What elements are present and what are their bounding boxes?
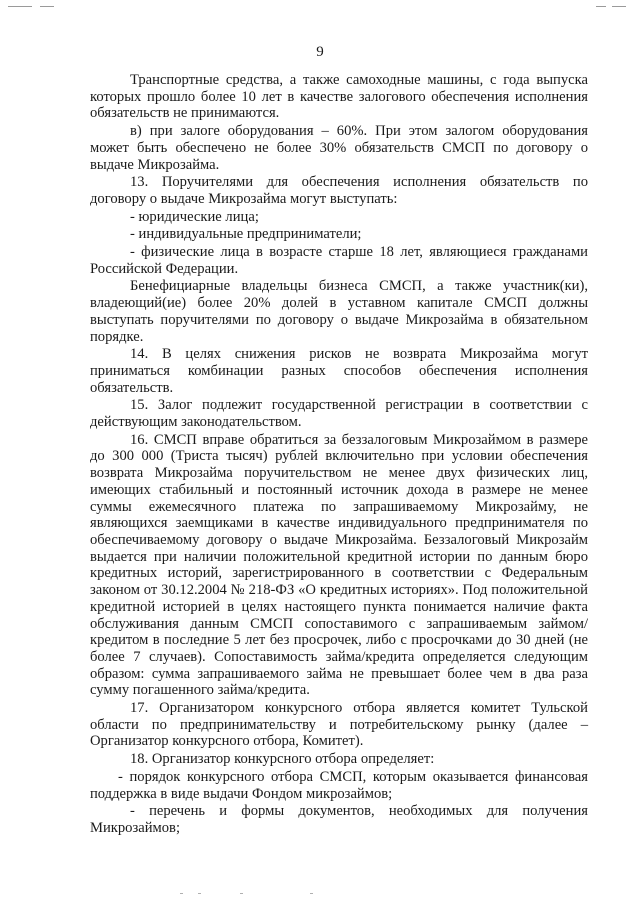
paragraph: 16. СМСП вправе обратиться за беззалоговым Микрозаймом в размере до 300 000 (Триста тысяч) рублей включительно при условии обеспечения возврата Микрозайма поручительством не менее двух физических лиц, имеющих стабильный и постоянный источник дохода в размере не менее суммы ежемесячного платежа по запрашиваемому Микрозайму, не являющихся заемщиками в качестве индивидуального предпринимателя по обеспечиваемому договору о выдаче Микрозайма. Беззалоговый Микрозайм выдается при наличии положительной кредитной истории по данным бюро кредитных историй, зарегистрированного в соответствии с Федеральным законом от 30.12.2004 № 218-ФЗ «О кредитных историях». Под положительной кредитной историей в целях настоящего пункта понимается наличие факта обслуживания данным СМСП сопоставимого с запрашиваемым займом/кредитом в последние 5 лет без просрочек, либо с просрочками до 30 дней (не более 7 случаев). Сопоставимость займа/кредита определяется следующим образом: сумма запрашиваемого займа не превышает более чем в два раза сумму погашенного займа/кредита. — [90, 431, 588, 699]
list-item: - индивидуальные предприниматели; — [130, 226, 362, 243]
paragraph: Транспортные средства, а также самоходные машины, с года выпуска которых прошло более 10 лет в качестве залогового обеспечения исполнения обязательств не принимаются. — [90, 72, 588, 122]
paragraph: 15. Залог подлежит государственной регистрации в соответствии с действующим законодательством. — [90, 397, 588, 431]
scan-artifacts-bottom — [180, 893, 380, 897]
paragraph: Бенефициарные владельцы бизнеса СМСП, а также участник(ки), владеющий(ие) более 20% долей в уставном капитале СМСП должны выступать поручителями по договору о выдаче Микрозайма в обязательном порядке. — [90, 278, 588, 345]
list-item: - физические лица в возрасте старше 18 лет, являющиеся гражданами Российской Федерации. — [90, 244, 588, 277]
paragraph: 18. Организатор конкурсного отбора определяет: — [130, 751, 435, 768]
page-number: 9 — [316, 44, 324, 60]
scan-artifacts — [0, 6, 640, 12]
list-item: - порядок конкурсного отбора СМСП, которым оказывается финансовая поддержка в виде выдачи Фондом микрозаймов; — [90, 768, 588, 802]
paragraph: 14. В целях снижения рисков не возврата Микрозайма могут приниматься комбинации разных способов обеспечения исполнения обязательств. — [90, 346, 588, 396]
paragraph: 17. Организатором конкурсного отбора является комитет Тульской области по предпринимательству и потребительскому рынку (далее – Организатор конкурсного отбора, Комитет). — [90, 700, 588, 750]
list-item: - юридические лица; — [130, 208, 259, 225]
document-body — [90, 72, 588, 838]
paragraph: в) при залоге оборудования – 60%. При этом залогом оборудования может быть обеспечено не более 30% обязательств СМСП по договору о выдаче Микрозайма. — [90, 123, 588, 173]
list-item: - перечень и формы документов, необходимых для получения Микрозаймов; — [90, 803, 588, 836]
paragraph: 13. Поручителями для обеспечения исполнения обязательств по договору о выдаче Микрозайма могут выступать: — [90, 174, 588, 207]
